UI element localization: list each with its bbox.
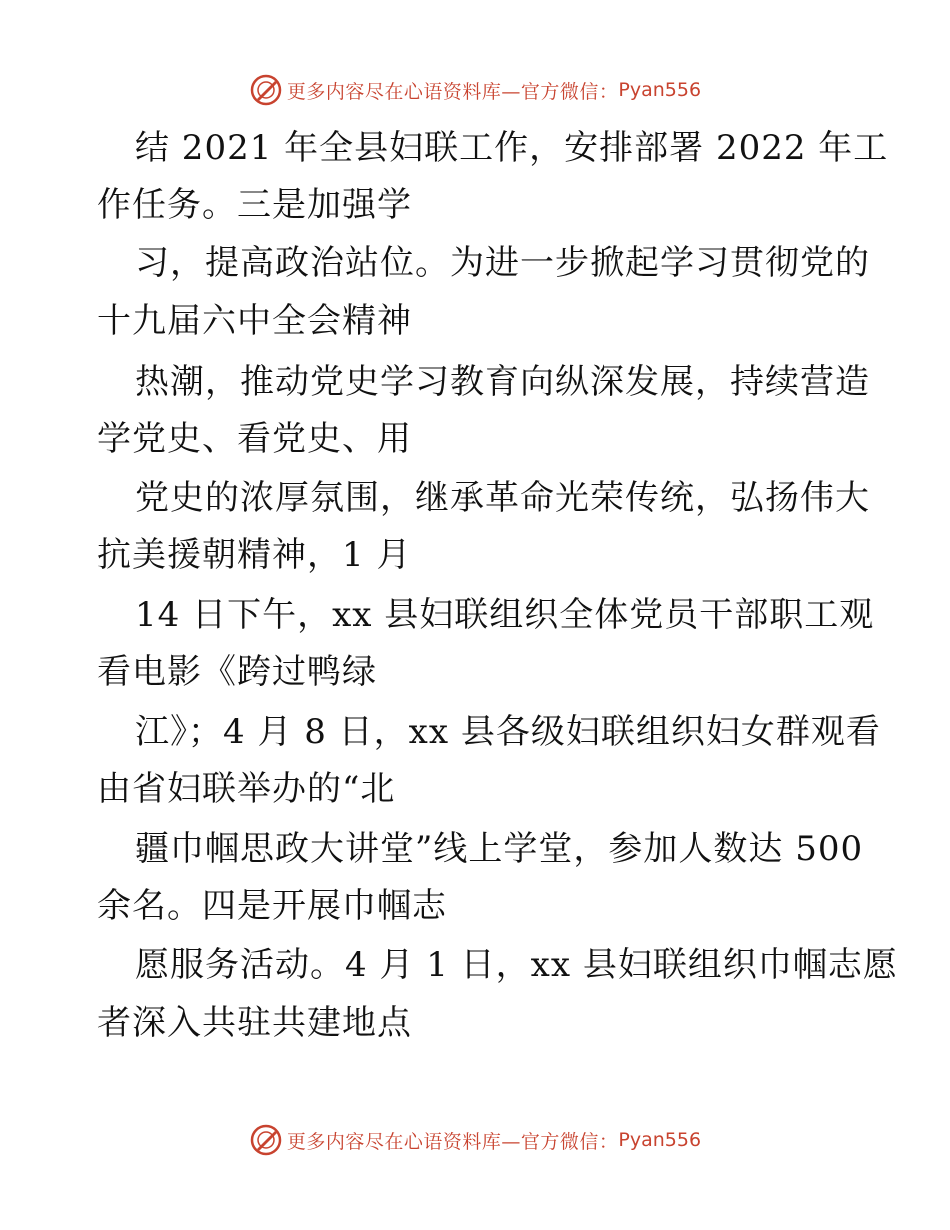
text-line: 党史的浓厚氛围，继承革命光荣传统，弘扬伟大 — [135, 478, 870, 518]
text-line: 作任务。三是加强学 — [97, 185, 412, 225]
watermark-text: 更多内容尽在心语资料库—官方微信： — [286, 1130, 619, 1153]
text-line: 愿服务活动。4 月 1 日，xx 县妇联组织巾帼志愿 — [135, 945, 898, 985]
text-line: 江》；4 月 8 日，xx 县各级妇联组织妇女群观看 — [135, 712, 881, 752]
footer-watermark — [0, 1120, 950, 1160]
text-line: 14 日下午，xx 县妇联组织全体党员干部职工观 — [135, 595, 875, 635]
watermark-handle: Pyan556 — [618, 1129, 702, 1151]
text-line: 习，提高政治站位。为进一步掀起学习贯彻党的 — [135, 243, 870, 283]
text-line: 余名。四是开展巾帼志 — [97, 886, 447, 926]
text-line: 十九届六中全会精神 — [97, 301, 412, 341]
text-line: 者深入共驻共建地点 — [97, 1003, 412, 1043]
brand-logo-icon — [249, 73, 283, 107]
header-watermark — [0, 70, 950, 110]
text-line: 结 2021 年全县妇联工作，安排部署 2022 年工 — [135, 128, 889, 168]
watermark-text: 更多内容尽在心语资料库—官方微信： — [286, 80, 619, 103]
text-line: 抗美援朝精神，1 月 — [97, 535, 412, 575]
text-line: 热潮，推动党史学习教育向纵深发展，持续营造 — [135, 362, 870, 402]
watermark-handle: Pyan556 — [618, 79, 702, 101]
text-line: 学党史、看党史、用 — [97, 419, 412, 459]
text-line: 由省妇联举办的“北 — [97, 769, 396, 809]
text-line: 看电影《跨过鸭绿 — [97, 652, 377, 692]
text-line: 疆巾帼思政大讲堂”线上学堂，参加人数达 500 — [135, 829, 864, 869]
brand-logo-icon — [249, 1123, 283, 1157]
